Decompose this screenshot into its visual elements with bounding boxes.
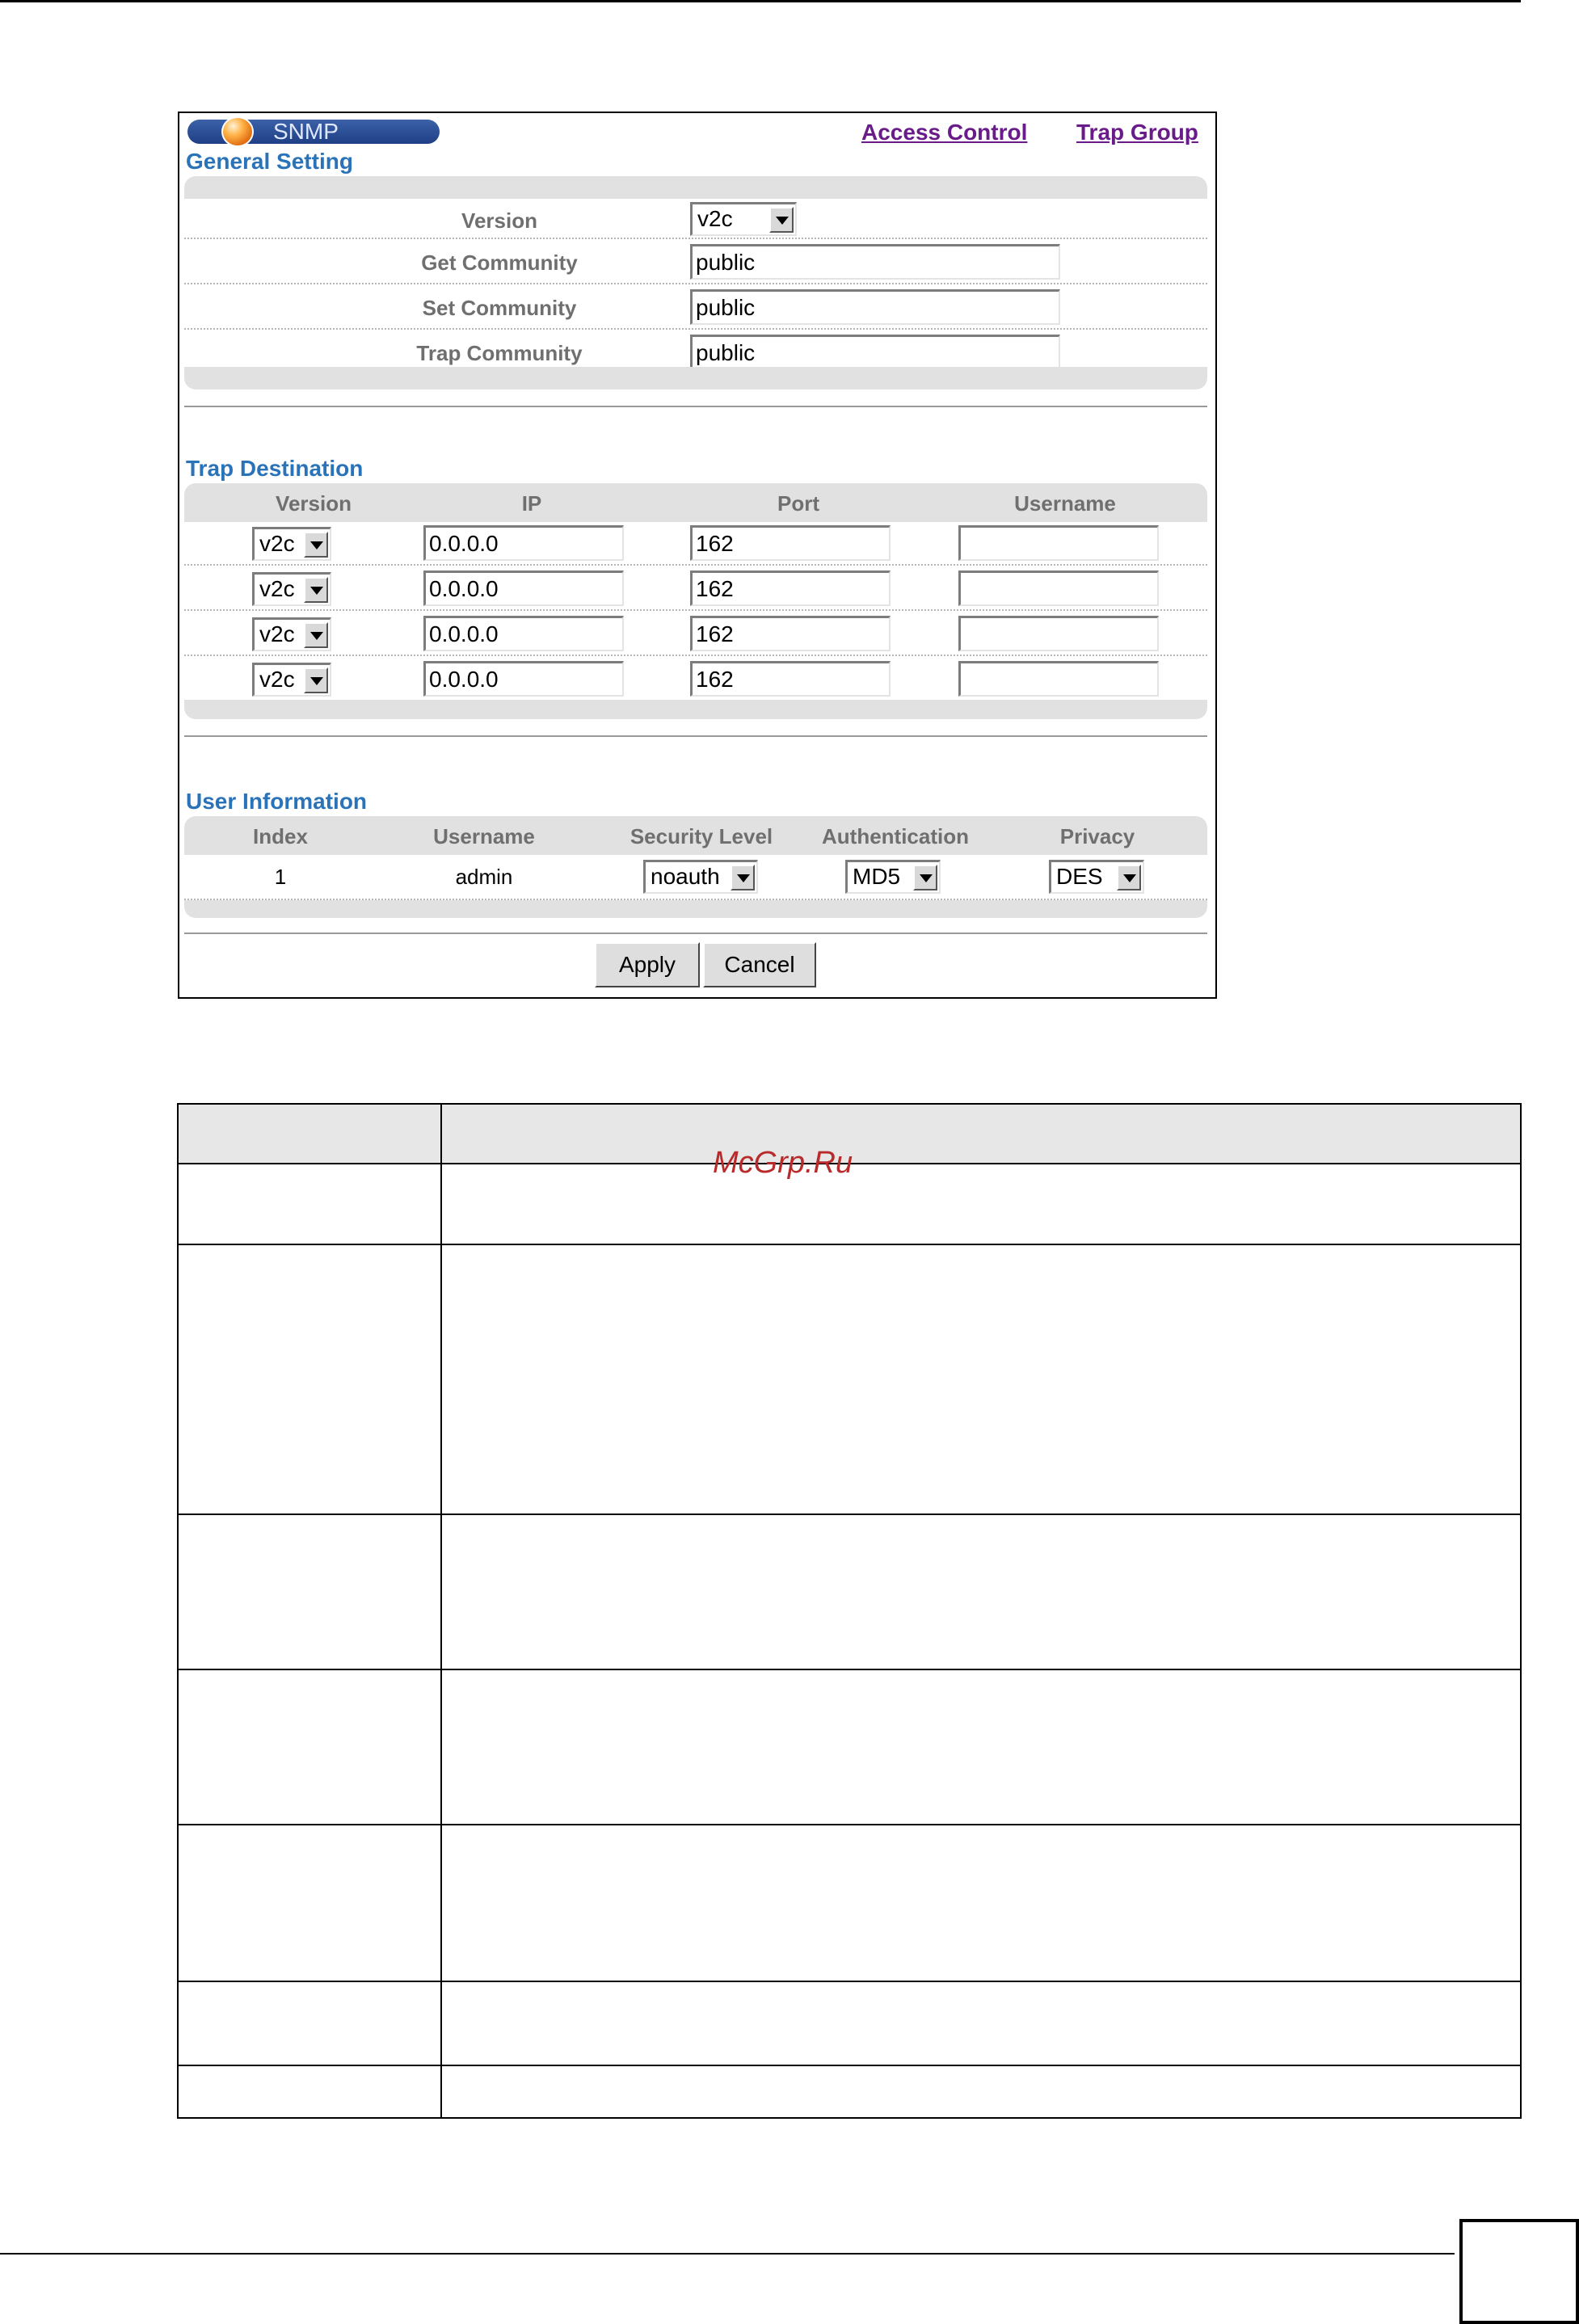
page-number-box: [1459, 2219, 1579, 2324]
trap-port-input[interactable]: [690, 525, 891, 561]
chevron-down-icon: [769, 207, 794, 233]
group-cap-bottom: [184, 700, 1207, 719]
user-index: 1: [274, 865, 287, 889]
row-divider: [179, 1514, 1520, 1515]
group-cap-bottom: [184, 367, 1207, 389]
trap-username-input[interactable]: [958, 616, 1159, 651]
trap-port-input[interactable]: [690, 616, 891, 651]
row-divider: [179, 1669, 1520, 1670]
authentication-select[interactable]: [845, 860, 941, 894]
user-information-title: User Information: [186, 789, 368, 814]
trap-port-input[interactable]: [690, 570, 891, 606]
trap-ip-input[interactable]: [423, 525, 624, 561]
row-divider: [179, 2065, 1520, 2066]
header-ip: IP: [521, 491, 542, 516]
trap-destination-title: Trap Destination: [186, 456, 364, 481]
snmp-panel: [178, 112, 1217, 999]
group-cap-top: [184, 176, 1207, 199]
access-control-link[interactable]: Access Control: [861, 120, 1028, 145]
section-divider: [184, 933, 1207, 934]
header-port: Port: [777, 491, 819, 516]
chevron-down-icon: [913, 865, 937, 890]
trap-community-label: Trap Community: [416, 341, 583, 365]
trap-row: [184, 522, 1207, 566]
watermark: McGrp.Ru: [713, 1146, 853, 1180]
orb-icon: [221, 116, 254, 147]
trap-username-input[interactable]: [958, 661, 1159, 697]
trap-community-input[interactable]: [690, 335, 1060, 370]
trap-ip-input[interactable]: [423, 616, 624, 651]
set-community-label: Set Community: [422, 296, 577, 320]
column-divider: [440, 1105, 442, 2117]
trap-row: [184, 658, 1207, 701]
trap-version-value: v2c: [259, 667, 295, 692]
trap-version-value: v2c: [259, 576, 295, 601]
chevron-down-icon: [304, 622, 328, 648]
general-setting-group: [184, 176, 1207, 389]
security-level-value: noauth: [651, 864, 720, 889]
get-community-input[interactable]: [690, 244, 1060, 280]
trap-row: [184, 613, 1207, 656]
version-select-value: v2c: [697, 206, 733, 231]
general-setting-title: General Setting: [186, 149, 353, 174]
row-divider: [179, 1981, 1520, 1982]
trap-group-link[interactable]: Trap Group: [1076, 120, 1198, 145]
chevron-down-icon: [304, 532, 328, 558]
row-divider: [179, 1824, 1520, 1825]
trap-ip-input[interactable]: [423, 661, 624, 697]
version-select[interactable]: [690, 202, 797, 236]
set-community-row: [184, 286, 1207, 330]
trap-version-select[interactable]: [252, 663, 331, 697]
section-divider: [184, 406, 1207, 407]
trap-version-value: v2c: [259, 531, 295, 556]
version-label: Version: [461, 208, 537, 233]
user-information-group: [184, 816, 1207, 918]
chevron-down-icon: [304, 667, 328, 693]
trap-port-input[interactable]: [690, 661, 891, 697]
description-table: [177, 1103, 1522, 2119]
chevron-down-icon: [731, 865, 755, 890]
header-authentication: Authentication: [822, 824, 969, 848]
header-security-level: Security Level: [629, 824, 773, 848]
row-divider: [179, 1244, 1520, 1245]
chevron-down-icon: [304, 577, 328, 603]
trap-row: [184, 567, 1207, 611]
privacy-select[interactable]: [1049, 860, 1144, 894]
trap-username-input[interactable]: [958, 570, 1159, 606]
security-level-select[interactable]: [643, 860, 758, 894]
version-row: [184, 199, 1207, 239]
header-privacy: Privacy: [1059, 824, 1135, 848]
get-community-row: [184, 241, 1207, 284]
authentication-value: MD5: [853, 864, 901, 889]
header-username: Username: [1014, 491, 1116, 516]
snmp-title-pill: [187, 120, 440, 144]
section-divider: [184, 735, 1207, 737]
header-username: Username: [433, 824, 535, 848]
trap-version-select[interactable]: [252, 527, 331, 561]
trap-version-value: v2c: [259, 621, 295, 646]
apply-button[interactable]: Apply: [595, 942, 700, 987]
set-community-input[interactable]: [690, 289, 1060, 325]
chevron-down-icon: [1117, 865, 1141, 890]
trap-ip-input[interactable]: [423, 570, 624, 606]
header-index: Index: [253, 824, 308, 848]
group-cap-bottom: [184, 900, 1207, 918]
user-username: admin: [455, 865, 513, 889]
snmp-title: SNMP: [273, 119, 339, 144]
cancel-button[interactable]: Cancel: [703, 942, 816, 987]
privacy-value: DES: [1056, 864, 1103, 889]
top-rule: [0, 0, 1521, 2]
trap-version-select[interactable]: [252, 617, 331, 651]
trap-version-select[interactable]: [252, 572, 331, 606]
trap-destination-group: [184, 483, 1207, 719]
user-row: [184, 855, 1207, 900]
bottom-rule: [0, 2253, 1455, 2255]
get-community-label: Get Community: [421, 251, 578, 275]
header-version: Version: [276, 491, 352, 516]
trap-username-input[interactable]: [958, 525, 1159, 561]
